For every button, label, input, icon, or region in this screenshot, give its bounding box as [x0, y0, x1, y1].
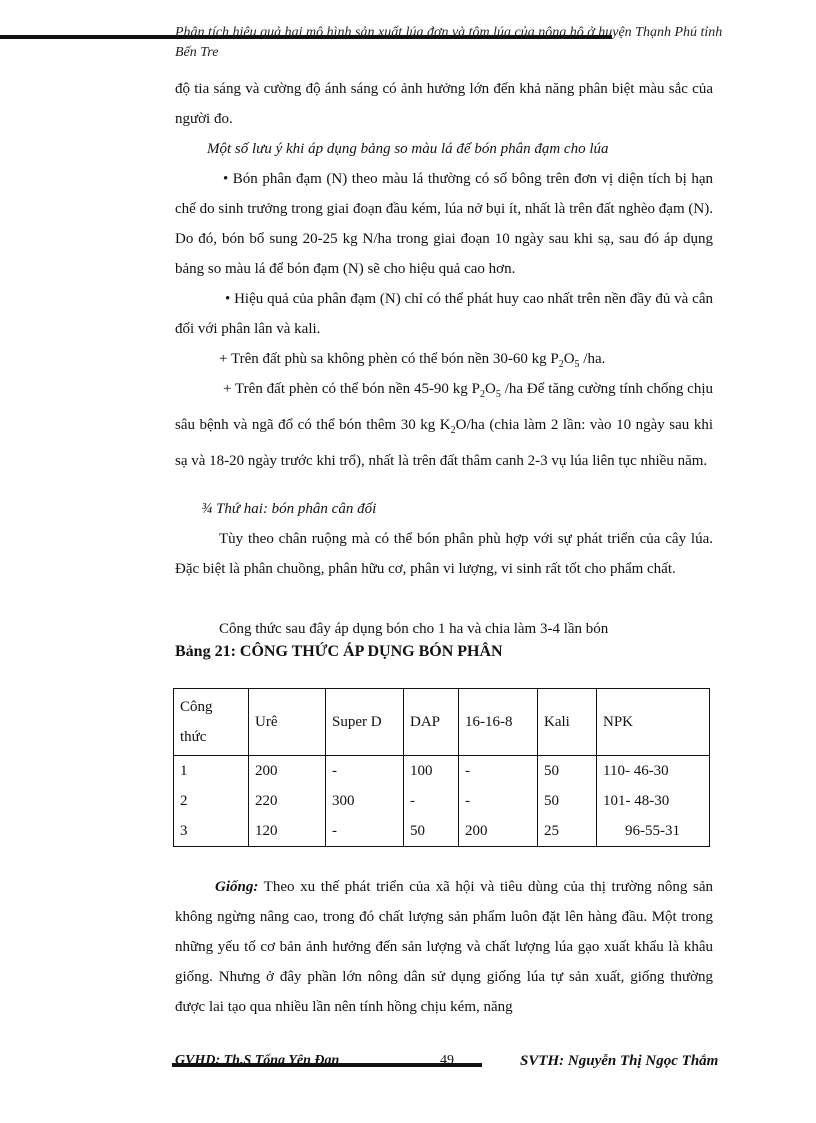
- table-header-cell: 16-16-8: [459, 689, 538, 756]
- table-cell: 96-55-31: [597, 816, 710, 847]
- table-header-row: [174, 689, 710, 756]
- plus-paragraph-1: + Trên đất phù sa không phèn có thể bón nền 30-60 kg $P_2O_5$ /ha.: [219, 351, 606, 370]
- paragraph-seed: Giống: Theo xu thế phát triển của xã hội và tiêu dùng của thị trường nông sản không ngừng nâng cao, trong đó chất lượng sản phẩm luôn đặt lên hàng đầu. Một trong những yếu tố cơ bản ảnh hưởng đến sản lượng và chất lượng lúa gạo xuất khẩu là khâu giống. Nhưng ở đây phần lớn nông dân sử dụng giống lúa tự sản xuất, giống thường được lai tạo qua nhiều lần nên tính hồng chịu kém, năng: [175, 879, 713, 1015]
- table-cell: 110- 46-30: [597, 756, 710, 787]
- table-cell: -: [326, 816, 404, 847]
- running-header: Phân tích hiệu quả hai mô hình sản xuất lúa đơn và tôm lúa của nông hộ ở huyện Thạnh Phú tỉnh Bến Tre: [175, 25, 723, 60]
- table-header-cell: Super D: [326, 689, 404, 756]
- paragraph-balanced-fertilizer: Tùy theo chân ruộng mà có thể bón phân phù hợp với sự phát triển của cây lúa. Đặc biệt là phân chuồng, phân hữu cơ, phân vi lượng, vi sinh rất tốt cho phẩm chất.: [175, 531, 713, 577]
- bullet-paragraph-1: • Bón phân đạm (N) theo màu lá thường có số bông trên đơn vị diện tích bị hạn chế do sinh trưởng trong giai đoạn đầu kém, lúa nở bụi ít, nhất là trên đất nghèo đạm (N). Do đó, bón bổ sung 20-25 kg N/ha trong giai đoạn 10 ngày sau khi sạ, sau đó áp dụng bảng so màu lá để bón đạm (N) sẽ cho hiệu quả cao hơn.: [175, 171, 713, 277]
- table-cell: 50: [538, 786, 597, 816]
- table-cell: 220: [249, 786, 326, 816]
- footer-advisor: GVHD: Th.S Tống Yên Đan: [175, 1053, 340, 1068]
- plus-paragraph-2: + Trên đất phèn có thể bón nền 45-90 kg $P_2O_5$ /ha Để tăng cường tính chống chịu sâu bệnh và ngã đổ có thể bón thêm 30 kg $K_2O/ha$ (chia làm 2 lần: vào 10 ngày sau khi sạ và 18-20 ngày trước khi trổ), nhất là trên đất thâm canh 2-3 vụ lúa liên tục nhiều năm.: [175, 381, 714, 469]
- seed-label: Giống:: [215, 879, 259, 895]
- table-cell: 300: [326, 786, 404, 816]
- table-cell: 120: [249, 816, 326, 847]
- table-cell: 25: [538, 816, 597, 847]
- table-header-cell: Urê: [249, 689, 326, 756]
- table-cell: 1: [180, 762, 188, 779]
- table-cell: -: [459, 756, 538, 787]
- note-heading: Một số lưu ý khi áp dụng bảng so màu lá để bón phân đạm cho lúa: [207, 141, 609, 157]
- paragraph-intro: độ tia sáng và cường độ ánh sáng có ảnh hưởng lớn đến khả năng phân biệt màu sắc của người đo.: [175, 81, 713, 127]
- table-header-cell: Kali: [538, 689, 597, 756]
- bullet-paragraph-2: • Hiệu quả của phân đạm (N) chỉ có thể phát huy cao nhất trên nền đầy đủ và cân đối với phân lân và kali.: [175, 291, 713, 337]
- page-number: 49: [440, 1053, 454, 1068]
- table-cell: 2: [180, 792, 188, 809]
- table-row: [174, 756, 710, 787]
- table-cell: 101- 48-30: [597, 786, 710, 816]
- table-caption: Bảng 21: CÔNG THỨC ÁP DỤNG BÓN PHÂN: [175, 643, 503, 660]
- table-cell: 100: [404, 756, 459, 787]
- table-cell: 200: [249, 756, 326, 787]
- table-header-cell: Công thức: [174, 689, 249, 756]
- fertilizer-table: [173, 688, 710, 847]
- table-row: [174, 816, 710, 847]
- table-header-cell: NPK: [597, 689, 710, 756]
- table-cell: -: [404, 786, 459, 816]
- paragraph-formula: Công thức sau đây áp dụng bón cho 1 ha và chia làm 3-4 lần bón: [219, 621, 609, 637]
- section-heading-second: ¾ Thứ hai: bón phân cân đối: [201, 501, 377, 517]
- table-row: [174, 786, 710, 816]
- table-header-cell: DAP: [404, 689, 459, 756]
- table-cell: -: [459, 786, 538, 816]
- table-cell: 3: [180, 822, 188, 839]
- table-cell: 200: [459, 816, 538, 847]
- table-cell: -: [326, 756, 404, 787]
- table-cell: 50: [404, 816, 459, 847]
- footer-student: SVTH: Nguyễn Thị Ngọc Thắm: [520, 1053, 719, 1069]
- table-cell: 50: [538, 756, 597, 787]
